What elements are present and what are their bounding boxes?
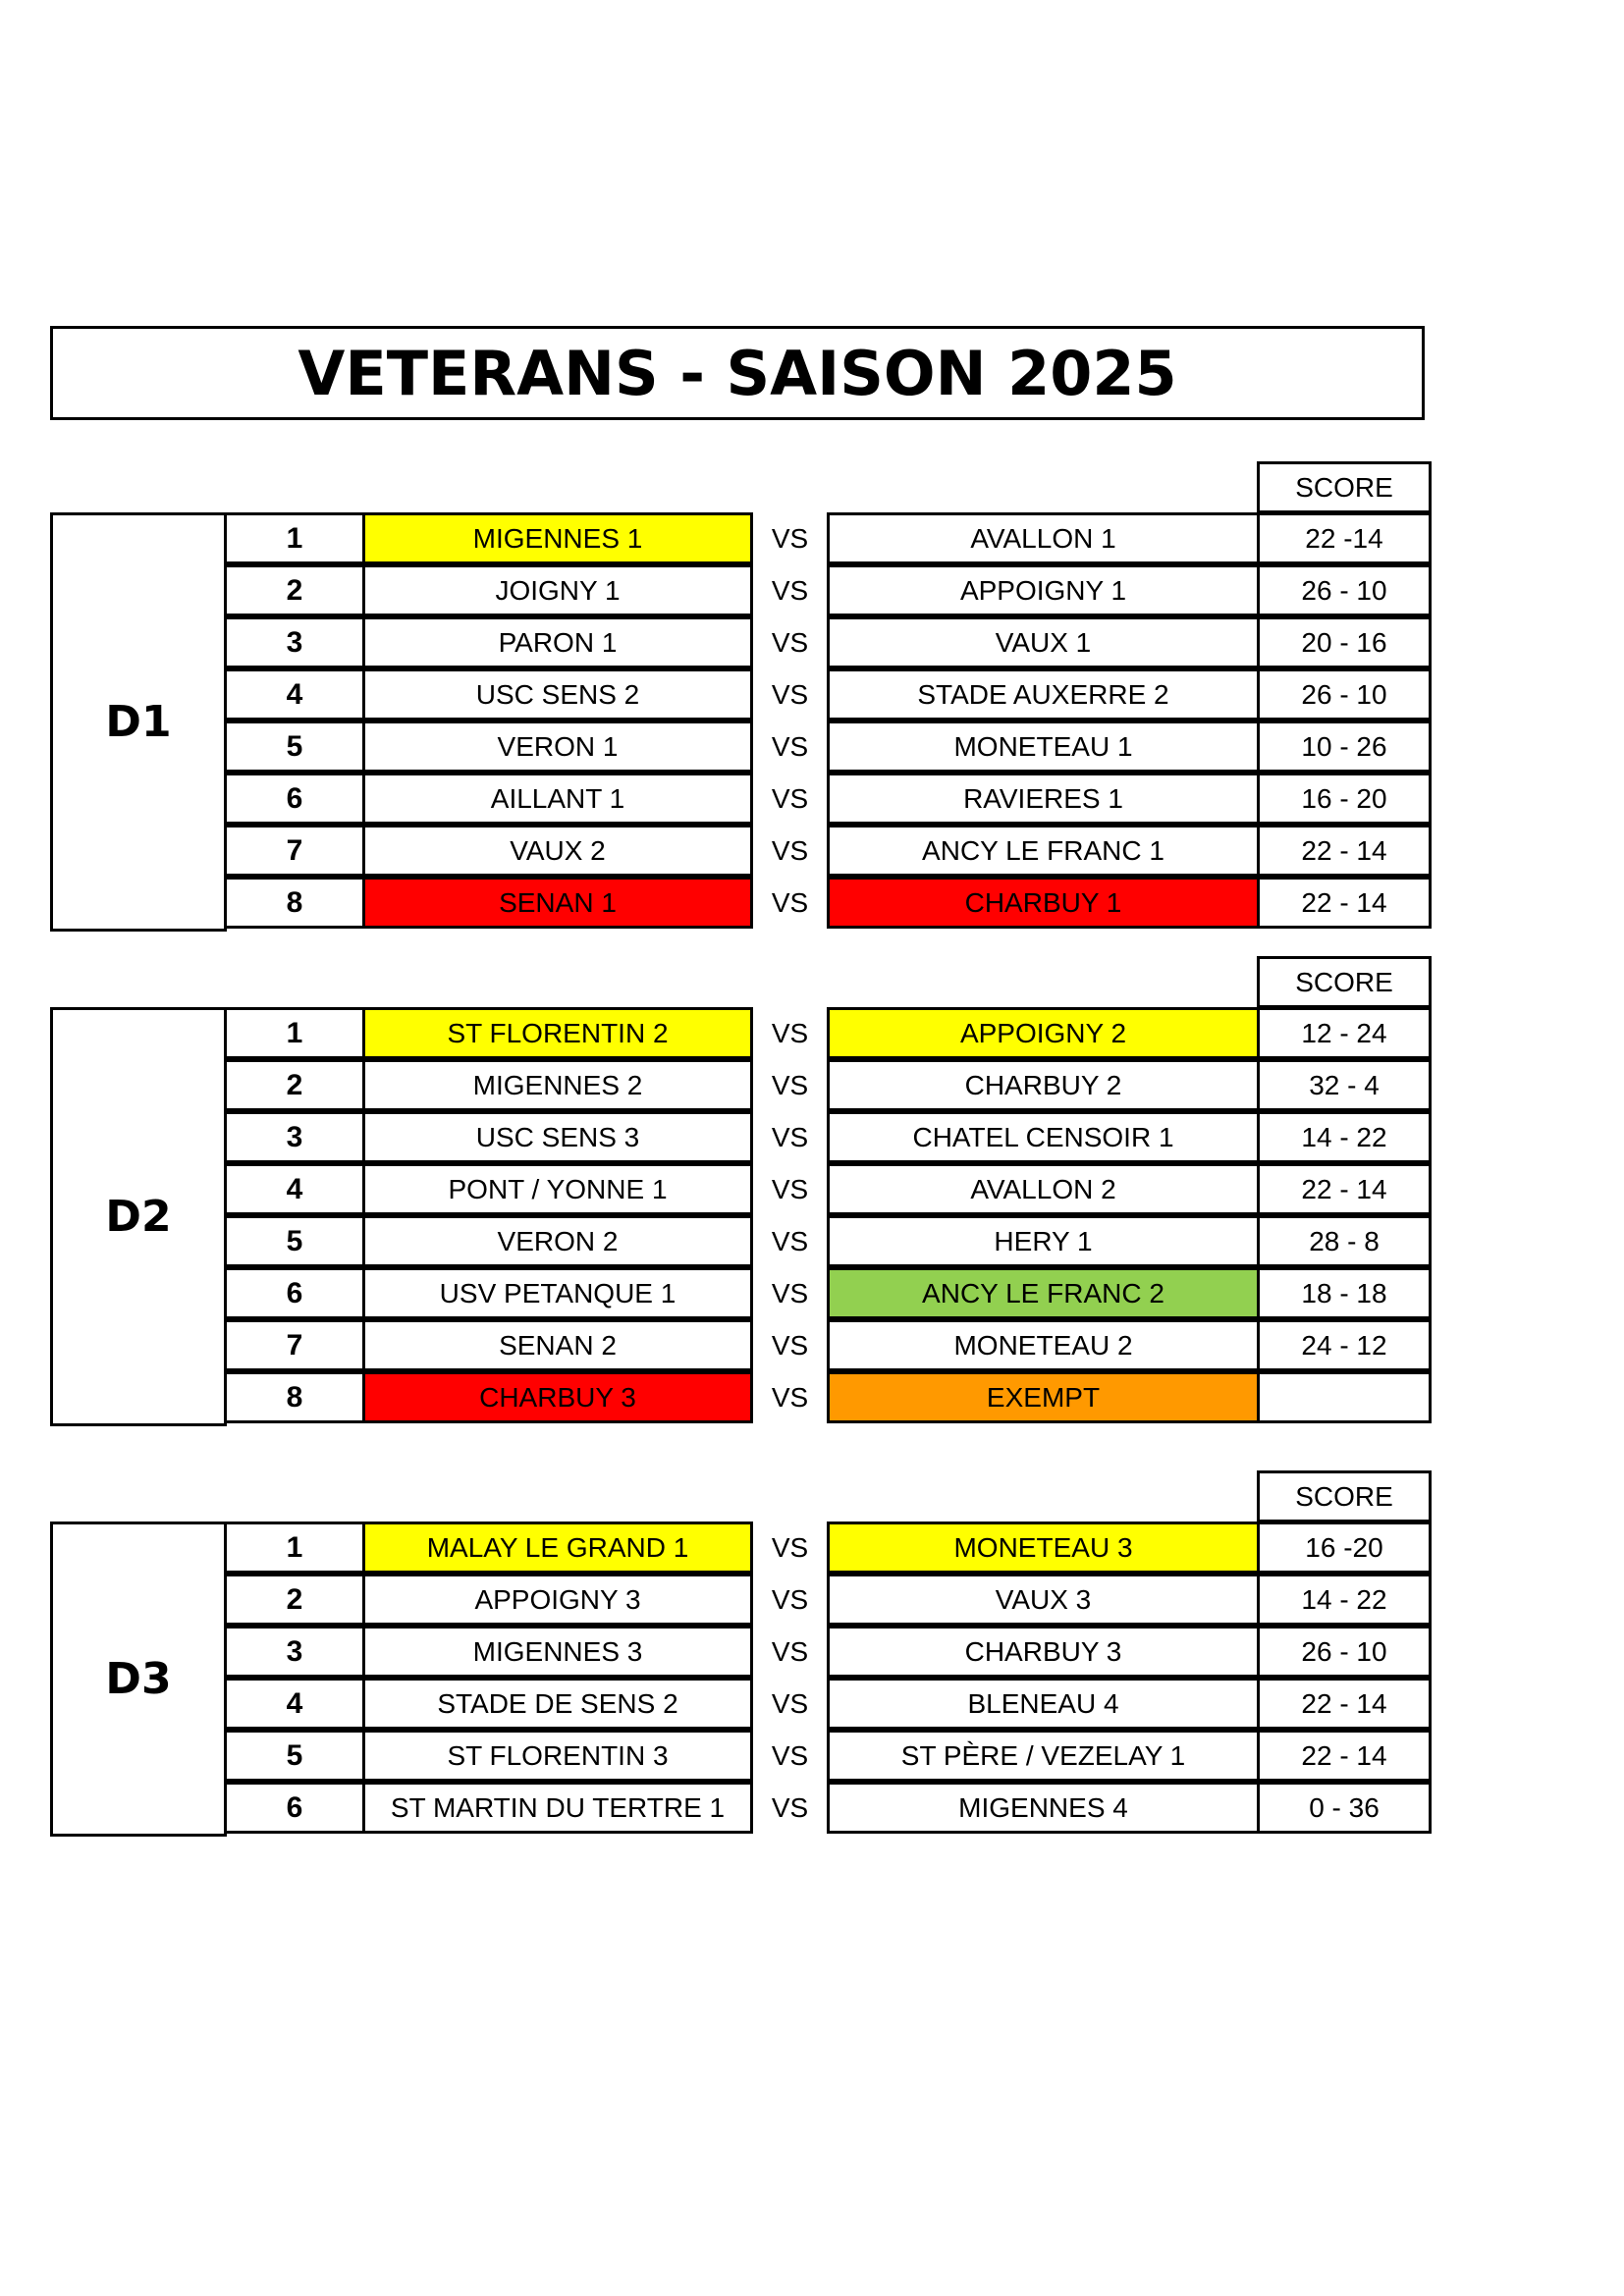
match-row [0, 1163, 1624, 1215]
away-team: HERY 1 [827, 1215, 1260, 1267]
match-number: 3 [224, 616, 365, 668]
away-team: MONETEAU 1 [827, 721, 1260, 773]
versus-label: VS [771, 1277, 809, 1308]
versus-label: VS [771, 886, 809, 918]
versus-label: VS [771, 1069, 809, 1100]
home-team: ST FLORENTIN 3 [362, 1730, 753, 1782]
match-row [0, 1267, 1624, 1319]
match-score: 26 - 10 [1257, 564, 1432, 616]
division-label: D2 [50, 1007, 227, 1426]
page-title: VETERANS - SAISON 2025 [50, 326, 1425, 420]
away-team: VAUX 3 [827, 1574, 1260, 1626]
match-number: 6 [224, 1782, 365, 1834]
away-team: AVALLON 2 [827, 1163, 1260, 1215]
away-team: CHATEL CENSOIR 1 [827, 1111, 1260, 1163]
home-team: ST MARTIN DU TERTRE 1 [362, 1782, 753, 1834]
versus-label: VS [771, 1329, 809, 1361]
away-team: APPOIGNY 2 [827, 1007, 1260, 1059]
match-score: 22 - 14 [1257, 1163, 1432, 1215]
match-number: 2 [224, 1059, 365, 1111]
division-label: D1 [50, 512, 227, 932]
away-team: RAVIERES 1 [827, 773, 1260, 825]
home-team: STADE DE SENS 2 [362, 1678, 753, 1730]
versus-label: VS [771, 626, 809, 658]
match-number: 6 [224, 773, 365, 825]
away-team: APPOIGNY 1 [827, 564, 1260, 616]
division-label: D3 [50, 1522, 227, 1837]
away-team: ST PÈRE / VEZELAY 1 [827, 1730, 1260, 1782]
match-row [0, 564, 1624, 616]
match-row [0, 1215, 1624, 1267]
match-score: 14 - 22 [1257, 1574, 1432, 1626]
match-score: 18 - 18 [1257, 1267, 1432, 1319]
match-score: 14 - 22 [1257, 1111, 1432, 1163]
match-row [0, 721, 1624, 773]
match-row [0, 512, 1624, 564]
versus-label: VS [771, 1173, 809, 1204]
score-header: SCORE [1257, 461, 1432, 513]
match-row [0, 1574, 1624, 1626]
versus-label: VS [771, 834, 809, 866]
match-score: 22 - 14 [1257, 877, 1432, 929]
match-score: 22 - 14 [1257, 1730, 1432, 1782]
versus-label: VS [771, 574, 809, 606]
match-number: 4 [224, 668, 365, 721]
match-score: 16 -20 [1257, 1522, 1432, 1574]
versus-label: VS [771, 1017, 809, 1048]
match-score [1257, 1371, 1432, 1423]
match-row [0, 1007, 1624, 1059]
home-team: SENAN 1 [362, 877, 753, 929]
match-score: 0 - 36 [1257, 1782, 1432, 1834]
home-team: APPOIGNY 3 [362, 1574, 753, 1626]
match-number: 5 [224, 1215, 365, 1267]
away-team: CHARBUY 3 [827, 1626, 1260, 1678]
match-score: 22 - 14 [1257, 1678, 1432, 1730]
match-score: 22 - 14 [1257, 825, 1432, 877]
match-score: 20 - 16 [1257, 616, 1432, 668]
match-row [0, 877, 1624, 929]
away-team: STADE AUXERRE 2 [827, 668, 1260, 721]
match-row [0, 1319, 1624, 1371]
match-number: 1 [224, 1522, 365, 1574]
away-team: AVALLON 1 [827, 512, 1260, 564]
away-team: CHARBUY 1 [827, 877, 1260, 929]
home-team: MIGENNES 3 [362, 1626, 753, 1678]
match-number: 6 [224, 1267, 365, 1319]
away-team: MONETEAU 3 [827, 1522, 1260, 1574]
home-team: ST FLORENTIN 2 [362, 1007, 753, 1059]
match-row [0, 1111, 1624, 1163]
home-team: CHARBUY 3 [362, 1371, 753, 1423]
match-score: 12 - 24 [1257, 1007, 1432, 1059]
home-team: SENAN 2 [362, 1319, 753, 1371]
match-row [0, 1522, 1624, 1574]
versus-label: VS [771, 1381, 809, 1413]
match-number: 8 [224, 1371, 365, 1423]
match-score: 10 - 26 [1257, 721, 1432, 773]
match-number: 5 [224, 1730, 365, 1782]
match-row [0, 616, 1624, 668]
away-team: ANCY LE FRANC 2 [827, 1267, 1260, 1319]
match-number: 4 [224, 1678, 365, 1730]
match-row [0, 773, 1624, 825]
versus-label: VS [771, 678, 809, 710]
match-score: 26 - 10 [1257, 1626, 1432, 1678]
score-header: SCORE [1257, 1470, 1432, 1522]
versus-label: VS [771, 782, 809, 814]
match-row [0, 1678, 1624, 1730]
away-team: MONETEAU 2 [827, 1319, 1260, 1371]
match-row [0, 1059, 1624, 1111]
away-team: ANCY LE FRANC 1 [827, 825, 1260, 877]
versus-label: VS [771, 1635, 809, 1667]
match-row [0, 668, 1624, 721]
match-score: 32 - 4 [1257, 1059, 1432, 1111]
match-number: 1 [224, 512, 365, 564]
match-row [0, 1371, 1624, 1423]
versus-label: VS [771, 1687, 809, 1719]
match-row [0, 1782, 1624, 1834]
score-header: SCORE [1257, 956, 1432, 1008]
match-number: 3 [224, 1626, 365, 1678]
versus-label: VS [771, 730, 809, 762]
match-number: 4 [224, 1163, 365, 1215]
home-team: MALAY LE GRAND 1 [362, 1522, 753, 1574]
match-score: 28 - 8 [1257, 1215, 1432, 1267]
home-team: USC SENS 3 [362, 1111, 753, 1163]
home-team: MIGENNES 1 [362, 512, 753, 564]
match-number: 1 [224, 1007, 365, 1059]
match-row [0, 1730, 1624, 1782]
versus-label: VS [771, 1531, 809, 1563]
home-team: JOIGNY 1 [362, 564, 753, 616]
away-team: CHARBUY 2 [827, 1059, 1260, 1111]
match-number: 7 [224, 1319, 365, 1371]
away-team: VAUX 1 [827, 616, 1260, 668]
versus-label: VS [771, 1583, 809, 1615]
match-score: 16 - 20 [1257, 773, 1432, 825]
versus-label: VS [771, 522, 809, 554]
match-score: 26 - 10 [1257, 668, 1432, 721]
home-team: PONT / YONNE 1 [362, 1163, 753, 1215]
away-team: EXEMPT [827, 1371, 1260, 1423]
match-number: 8 [224, 877, 365, 929]
home-team: PARON 1 [362, 616, 753, 668]
versus-label: VS [771, 1791, 809, 1823]
away-team: MIGENNES 4 [827, 1782, 1260, 1834]
home-team: VERON 1 [362, 721, 753, 773]
match-number: 3 [224, 1111, 365, 1163]
match-number: 2 [224, 564, 365, 616]
match-number: 7 [224, 825, 365, 877]
match-number: 2 [224, 1574, 365, 1626]
versus-label: VS [771, 1121, 809, 1152]
match-number: 5 [224, 721, 365, 773]
match-row [0, 825, 1624, 877]
versus-label: VS [771, 1225, 809, 1256]
match-row [0, 1626, 1624, 1678]
away-team: BLENEAU 4 [827, 1678, 1260, 1730]
match-score: 24 - 12 [1257, 1319, 1432, 1371]
home-team: USV PETANQUE 1 [362, 1267, 753, 1319]
home-team: MIGENNES 2 [362, 1059, 753, 1111]
versus-label: VS [771, 1739, 809, 1771]
home-team: USC SENS 2 [362, 668, 753, 721]
home-team: AILLANT 1 [362, 773, 753, 825]
home-team: VAUX 2 [362, 825, 753, 877]
home-team: VERON 2 [362, 1215, 753, 1267]
match-score: 22 -14 [1257, 512, 1432, 564]
